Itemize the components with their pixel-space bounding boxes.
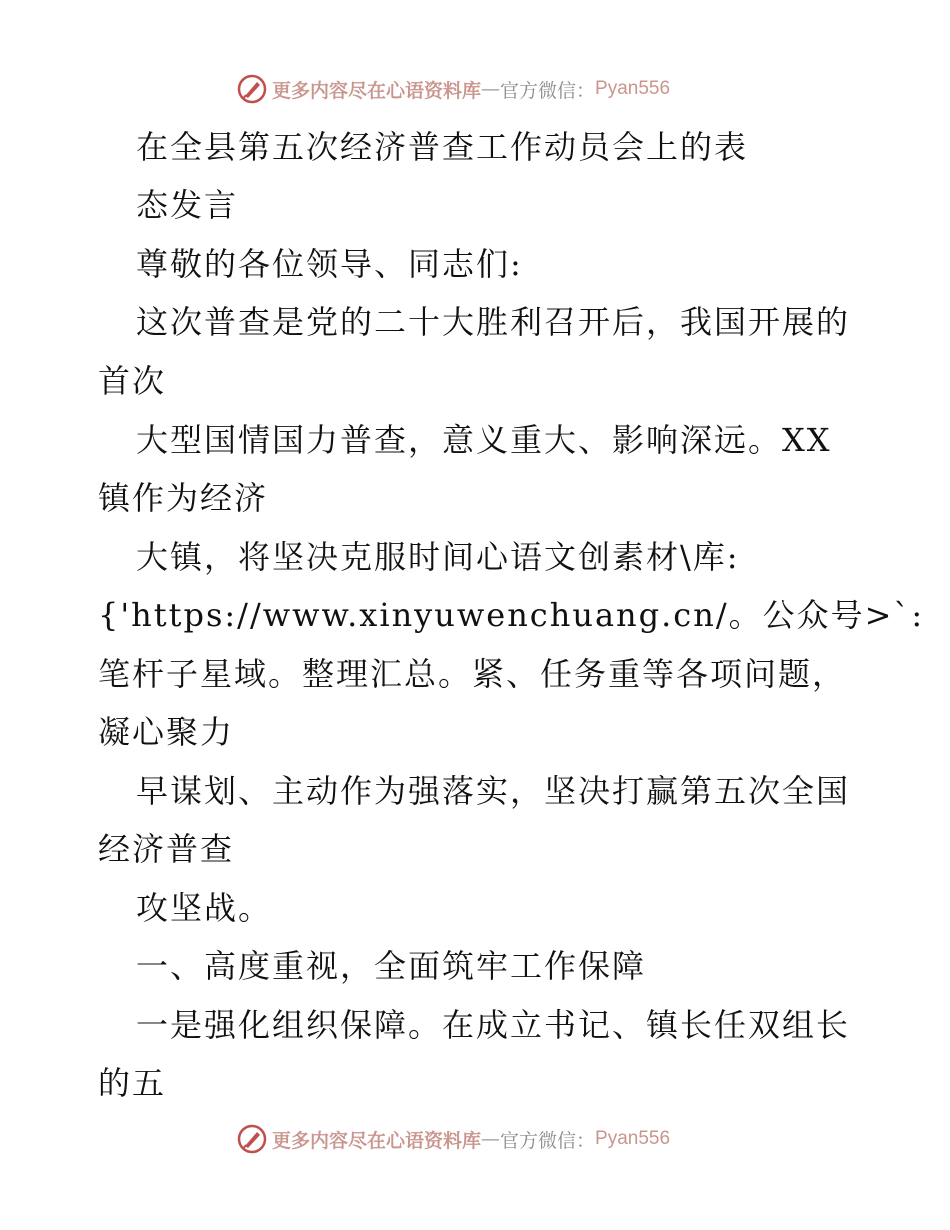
watermark-separator: — [481, 1128, 501, 1150]
paragraph-line: 首次 [98, 362, 167, 400]
paragraph-line: 早谋划、主动作为强落实，坚决打赢第五次全国 [136, 772, 851, 810]
header-watermark [236, 72, 670, 106]
quill-logo-icon [236, 73, 268, 105]
paragraph-line: 大型国情国力普查，意义重大、影响深远。XX [136, 421, 832, 459]
paragraph-line: 的五 [98, 1064, 167, 1102]
paragraph-line: 笔杆子星域。整理汇总。紧、任务重等各项问题， [98, 655, 847, 693]
section-heading: 一、高度重视，全面筑牢工作保障 [136, 947, 647, 985]
paragraph-line: 一是强化组织保障。在成立书记、镇长任双组长 [136, 1006, 851, 1044]
watermark-separator: — [481, 78, 501, 100]
watermark-subtitle: 官方微信： [500, 79, 596, 102]
quill-logo-icon [236, 1123, 268, 1155]
paragraph-line: 攻坚战。 [136, 889, 273, 927]
watermark-text: 更多内容尽在心语资料库 [272, 79, 482, 102]
paragraph-line: 凝心聚力 [98, 713, 235, 751]
watermark-id: Pyan556 [595, 78, 671, 99]
watermark-id: Pyan556 [595, 1128, 671, 1149]
paragraph-line: 大镇，将坚决克服时间心语文创素材\库: [136, 538, 740, 576]
salutation: 尊敬的各位领导、同志们: [136, 245, 523, 283]
doc-title-line-1: 在全县第五次经济普查工作动员会上的表 [136, 128, 749, 166]
watermark-subtitle: 官方微信： [500, 1129, 596, 1152]
paragraph-line: 这次普查是党的二十大胜利召开后，我国开展的 [136, 303, 851, 341]
doc-title-line-2: 态发言 [136, 186, 239, 224]
footer-watermark [236, 1122, 670, 1156]
paragraph-line: {'https://www.xinyuwenchuang.cn/。公众号>`: [98, 596, 925, 634]
watermark-text: 更多内容尽在心语资料库 [272, 1129, 482, 1152]
paragraph-line: 镇作为经济 [98, 479, 269, 517]
paragraph-line: 经济普查 [98, 830, 235, 868]
